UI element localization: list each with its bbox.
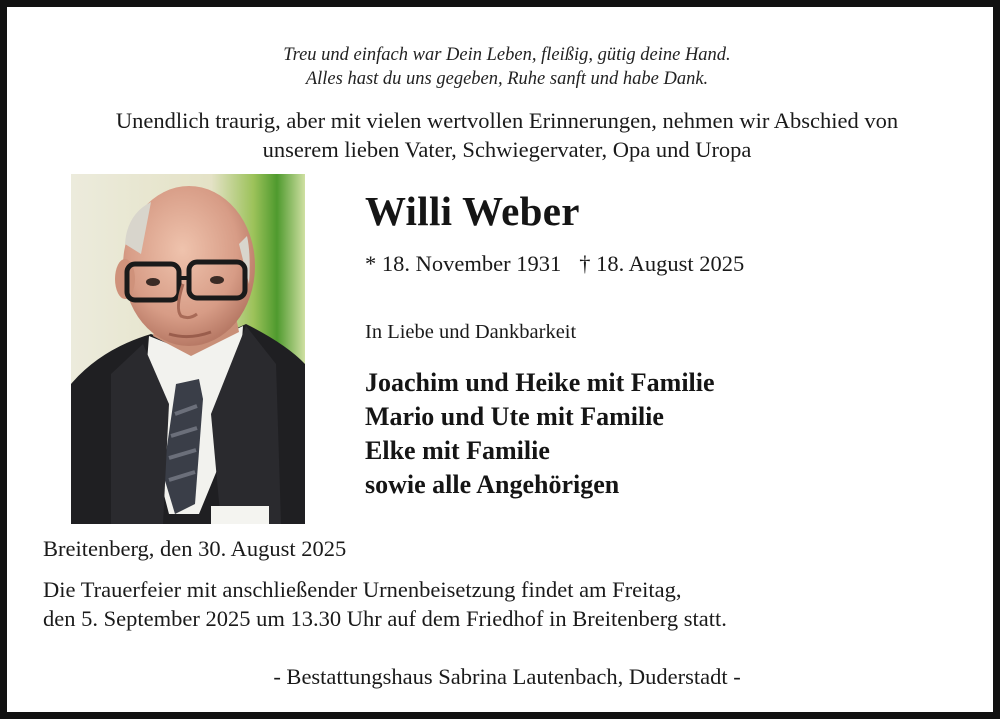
memorial-verse (7, 43, 1000, 91)
mourner-line: Joachim und Heike mit Familie (365, 368, 715, 397)
funeral-home: - Bestattungshaus Sabrina Lautenbach, Duderstadt - (273, 664, 741, 689)
birth-date: * 18. November 1931 (365, 251, 562, 276)
intro-line-1: Unendlich traurig, aber mit vielen wertvollen Erinnerungen, nehmen wir Abschied von (115, 108, 899, 133)
funeral-service-notice (43, 575, 727, 633)
intro-line-2: unserem lieben Vater, Schwiegervater, Opa und Uropa (262, 137, 752, 162)
mourner-line: Elke mit Familie (365, 436, 550, 465)
portrait-photo (71, 174, 305, 524)
verse-line-1: Treu und einfach war Dein Leben, fleißig, gütig deine Hand. (283, 45, 731, 65)
verse-line-2: Alles hast du uns gegeben, Ruhe sanft und habe Dank. (305, 69, 709, 89)
death-date: † 18. August 2025 (579, 251, 745, 276)
mourner-line: sowie alle Angehörigen (365, 470, 620, 499)
mourner-line: Mario und Ute mit Familie (365, 402, 664, 431)
deceased-name: Willi Weber (365, 188, 580, 234)
mourners-list (365, 366, 715, 502)
service-line-1: Die Trauerfeier mit anschließender Urnenbeisetzung findet am Freitag, (43, 577, 682, 602)
intro-text (7, 106, 1000, 164)
closing-phrase: In Liebe und Dankbarkeit (365, 321, 577, 343)
life-dates (365, 249, 744, 279)
service-line-2: den 5. September 2025 um 13.30 Uhr auf dem Friedhof in Breitenberg statt. (43, 606, 727, 631)
place-and-date: Breitenberg, den 30. August 2025 (43, 536, 347, 561)
